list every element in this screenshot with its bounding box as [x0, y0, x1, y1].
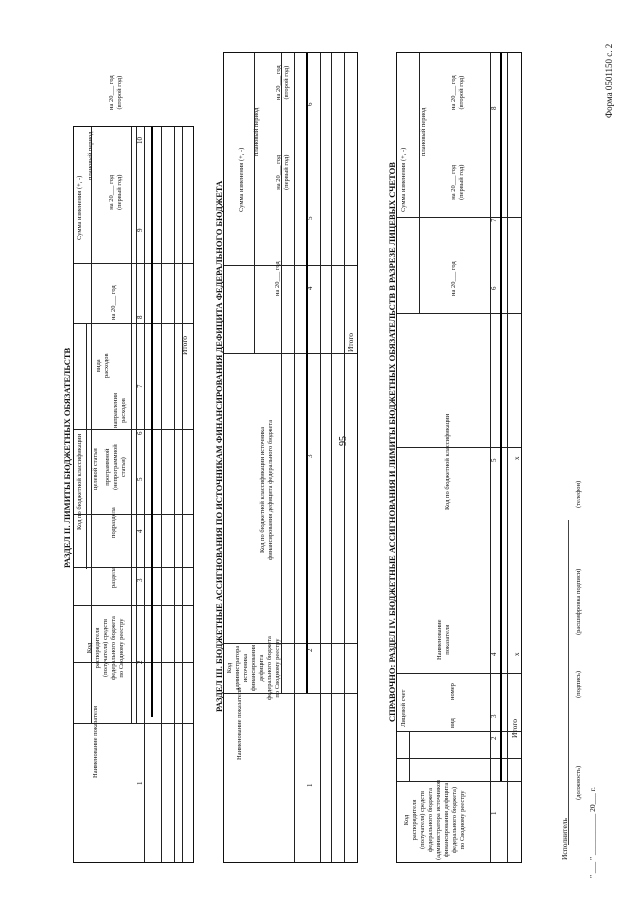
section3-num-3: 3 — [306, 454, 314, 458]
section4-num-8: 8 — [490, 106, 498, 110]
section2-col-program: программной (непрограммной статьи) — [104, 444, 127, 490]
section4-col-account: Лицевой счет — [400, 689, 407, 727]
section2-col-name: Наименование показателя — [92, 705, 99, 778]
section2-num-4: 4 — [136, 529, 144, 533]
section2-col-year: на 20___ год — [110, 285, 117, 320]
section2-col-target: целевой статьи — [92, 448, 99, 490]
section3-col-sum: Сумма изменения (+, -) — [238, 147, 245, 212]
sig-phone: (телефон) — [575, 480, 582, 508]
section2-col-expense: вида расходов — [95, 353, 110, 378]
section3-col-bk: Код по бюджетной классификации источника финансирования дефицита федерального бюджета — [259, 419, 274, 560]
section3-col-second: на 20___ год (второй год) — [275, 65, 290, 100]
section2-col-code: Код распорядителя (получателя) средств федерального бюджета по Сводному реестру — [86, 616, 125, 680]
section3-col-plan: плановый период — [253, 107, 260, 156]
section2-col-plan: плановый период — [87, 131, 94, 180]
section4-col-plan: плановый период — [420, 107, 427, 156]
section3-num-2: 2 — [306, 648, 314, 652]
section2-num-6: 6 — [136, 431, 144, 435]
sig-executor: Исполнитель — [560, 818, 569, 860]
section4-num-6: 6 — [490, 286, 498, 290]
section4-total: Итого — [510, 719, 519, 738]
section3-col-name: Наименование показателя — [236, 687, 243, 760]
section3-num-5: 5 — [306, 216, 314, 220]
section4-num-2: 2 — [490, 736, 498, 740]
section2-col-section: раздела — [110, 567, 117, 588]
page-number: 95 — [338, 436, 349, 446]
section4-col-bk: Код по бюджетной классификации — [444, 413, 451, 510]
section2-col-bk: Код по бюджетной классификации — [76, 433, 83, 530]
section4-num-5: 5 — [490, 458, 498, 462]
section2-num-2: 2 — [136, 660, 144, 664]
sig-signature: (подпись) — [575, 671, 582, 698]
section2-col-subsection: подраздела — [110, 507, 117, 538]
section2-col-sum: Сумма изменения (+, -) — [76, 175, 83, 240]
section4-col-kind: вид — [449, 718, 456, 728]
section4-col-number: номер — [449, 683, 456, 700]
section4-num-4: 4 — [490, 652, 498, 656]
section2-num-7: 7 — [136, 384, 144, 388]
section3-num-6: 6 — [306, 102, 314, 106]
section2-total: Итого — [180, 336, 189, 355]
section2-title: РАЗДЕЛ II. ЛИМИТЫ БЮДЖЕТНЫХ ОБЯЗАТЕЛЬСТВ — [62, 347, 72, 568]
section2-col-second: на 20___ год (второй год) — [108, 75, 123, 110]
section2-num-10: 10 — [136, 137, 144, 144]
form-code: Форма 0501150 с. 2 — [604, 43, 614, 118]
section4-x-1: х — [513, 652, 521, 656]
section3-title: РАЗДЕЛ III. БЮДЖЕТНЫЕ АССИГНОВАНИЯ ПО ИСТОЧНИКАМ ФИНАНСИРОВАНИЯ ДЕФИЦИТА ФЕДЕРАЛЬНОГО БЮДЖЕТА — [214, 180, 224, 712]
section4-col-first: на 20___ год (первый год) — [450, 164, 465, 200]
section3-num-4: 4 — [306, 286, 314, 290]
section2-num-5: 5 — [136, 477, 144, 481]
section4-num-1: 1 — [490, 811, 498, 815]
sig-decoding: (расшифровка подписи) — [575, 568, 582, 635]
section4-num-3: 3 — [490, 714, 498, 718]
section4-col-year: на 20___ год — [450, 261, 457, 296]
section2-col-direction: направления расходов — [112, 393, 127, 428]
section2-col-first: на 20___ год (первый год) — [108, 174, 123, 210]
section2-num-1: 1 — [136, 781, 144, 785]
section3-col-admin: Код администратора источника финансирования дефицита федерального бюджета по Сводному реестру — [226, 636, 281, 700]
section3-col-year: на 20___ год — [274, 261, 281, 296]
section4-col-second: на 20___ год (второй год) — [450, 75, 465, 110]
section4-num-7: 7 — [490, 218, 498, 222]
section4-title: СПРАВОЧНО: РАЗДЕЛ IV. БЮДЖЕТНЫЕ АССИГНОВАНИЯ И ЛИМИТЫ БЮДЖЕТНЫХ ОБЯЗАТЕЛЬСТВ В РАЗРЕЗЕ ЛИЦЕВЫХ СЧЕТОВ — [387, 162, 397, 722]
sig-lines — [568, 520, 570, 845]
sig-position: (должность) — [575, 765, 582, 800]
section4-col-indicator: Наименование показателя — [436, 619, 451, 660]
section2-num-9: 9 — [136, 228, 144, 232]
section2-num-8: 8 — [136, 315, 144, 319]
section4-x-2: х — [513, 456, 521, 460]
section3-num-1: 1 — [306, 783, 314, 787]
section3-total: Итого — [346, 333, 355, 352]
section4-col-code: Код распорядителя (получателя) средств федерального бюджета (администратора источников финансирования дефицита федерального бюджета) по Сводному реестру — [403, 779, 466, 860]
section2-num-3: 3 — [136, 578, 144, 582]
section4-col-sum: Сумма изменения (+, -) — [400, 147, 407, 212]
sig-date: " ___ " ___________ 20___ г. — [588, 787, 597, 878]
section3-col-first: на 20___ год (первый год) — [275, 154, 290, 190]
